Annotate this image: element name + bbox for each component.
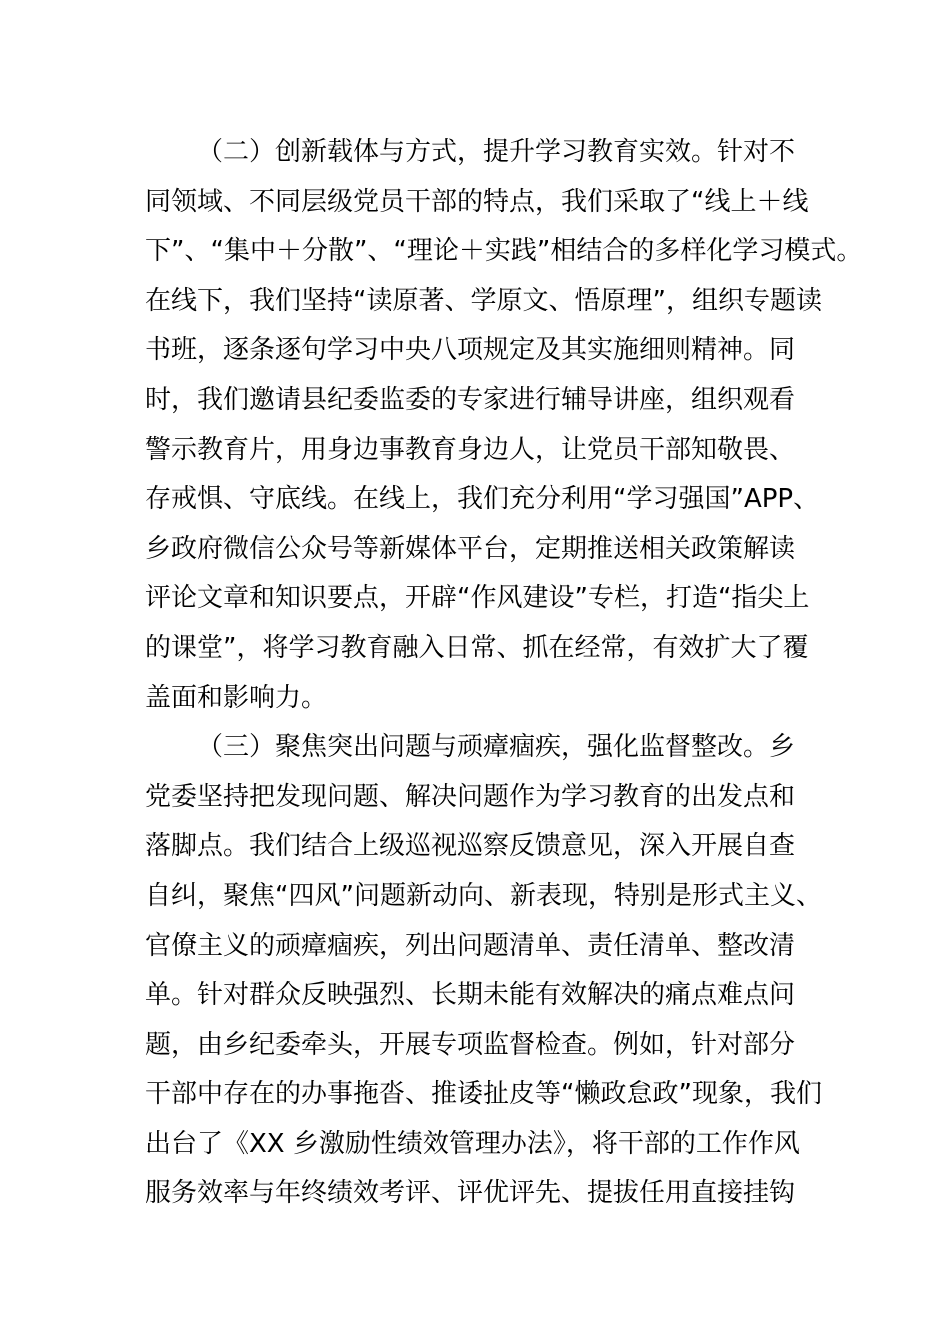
text-line: 时，我们邀请县纪委监委的专家进行辅导讲座，组织观看	[145, 384, 796, 415]
text-line: 干部中存在的办事拖沓、推诿扯皮等“懒政怠政”现象，我们	[145, 1079, 822, 1110]
text-line: 服务效率与年终绩效考评、评优评先、提拔任用直接挂钩	[145, 1178, 796, 1209]
text-line: 自纠，聚焦“四风”问题新动向、新表现，特别是形式主义、	[145, 880, 822, 911]
text-line: 出台了《XX 乡激励性绩效管理办法》，将干部的工作作风	[145, 1128, 800, 1159]
text-line: 下”、“集中＋分散”、“理论＋实践”相结合的多样化学习模式。	[145, 236, 863, 267]
text-line: 单。针对群众反映强烈、长期未能有效解决的痛点难点问	[145, 980, 796, 1011]
text-line: 在线下，我们坚持“读原著、学原文、悟原理”，组织专题读	[145, 285, 822, 316]
text-line: 书班，逐条逐句学习中央八项规定及其实施细则精神。同	[145, 335, 796, 366]
text-line: 党委坚持把发现问题、解决问题作为学习教育的出发点和	[145, 781, 796, 812]
text-line: 落脚点。我们结合上级巡视巡察反馈意见，深入开展自查	[145, 831, 796, 862]
text-line: 盖面和影响力。	[145, 682, 328, 713]
text-line: 警示教育片，用身边事教育身边人，让党员干部知敬畏、	[145, 434, 796, 465]
text-line: 的课堂”，将学习教育融入日常、抓在经常，有效扩大了覆	[145, 632, 809, 663]
text-line: 同领域、不同层级党员干部的特点，我们采取了“线上＋线	[145, 186, 809, 217]
text-line: 乡政府微信公众号等新媒体平台，定期推送相关政策解读	[145, 533, 796, 564]
paragraph-supervision-rectification	[145, 723, 845, 1219]
text-line: 题，由乡纪委牵头，开展专项监督检查。例如，针对部分	[145, 1029, 796, 1060]
text-line: （二）创新载体与方式，提升学习教育实效。针对不	[197, 137, 796, 167]
text-line: 评论文章和知识要点，开辟“作风建设”专栏，打造“指尖上	[145, 583, 810, 614]
text-line: （三）聚焦突出问题与顽瘴痼疾，强化监督整改。乡	[197, 732, 796, 763]
text-line: 存戒惧、守底线。在线上，我们充分利用“学习强国”APP、	[145, 484, 820, 515]
text-line: 官僚主义的顽瘴痼疾，列出问题清单、责任清单、整改清	[145, 930, 796, 961]
paragraph-innovate-learning	[145, 128, 863, 723]
document-body	[145, 128, 863, 1219]
